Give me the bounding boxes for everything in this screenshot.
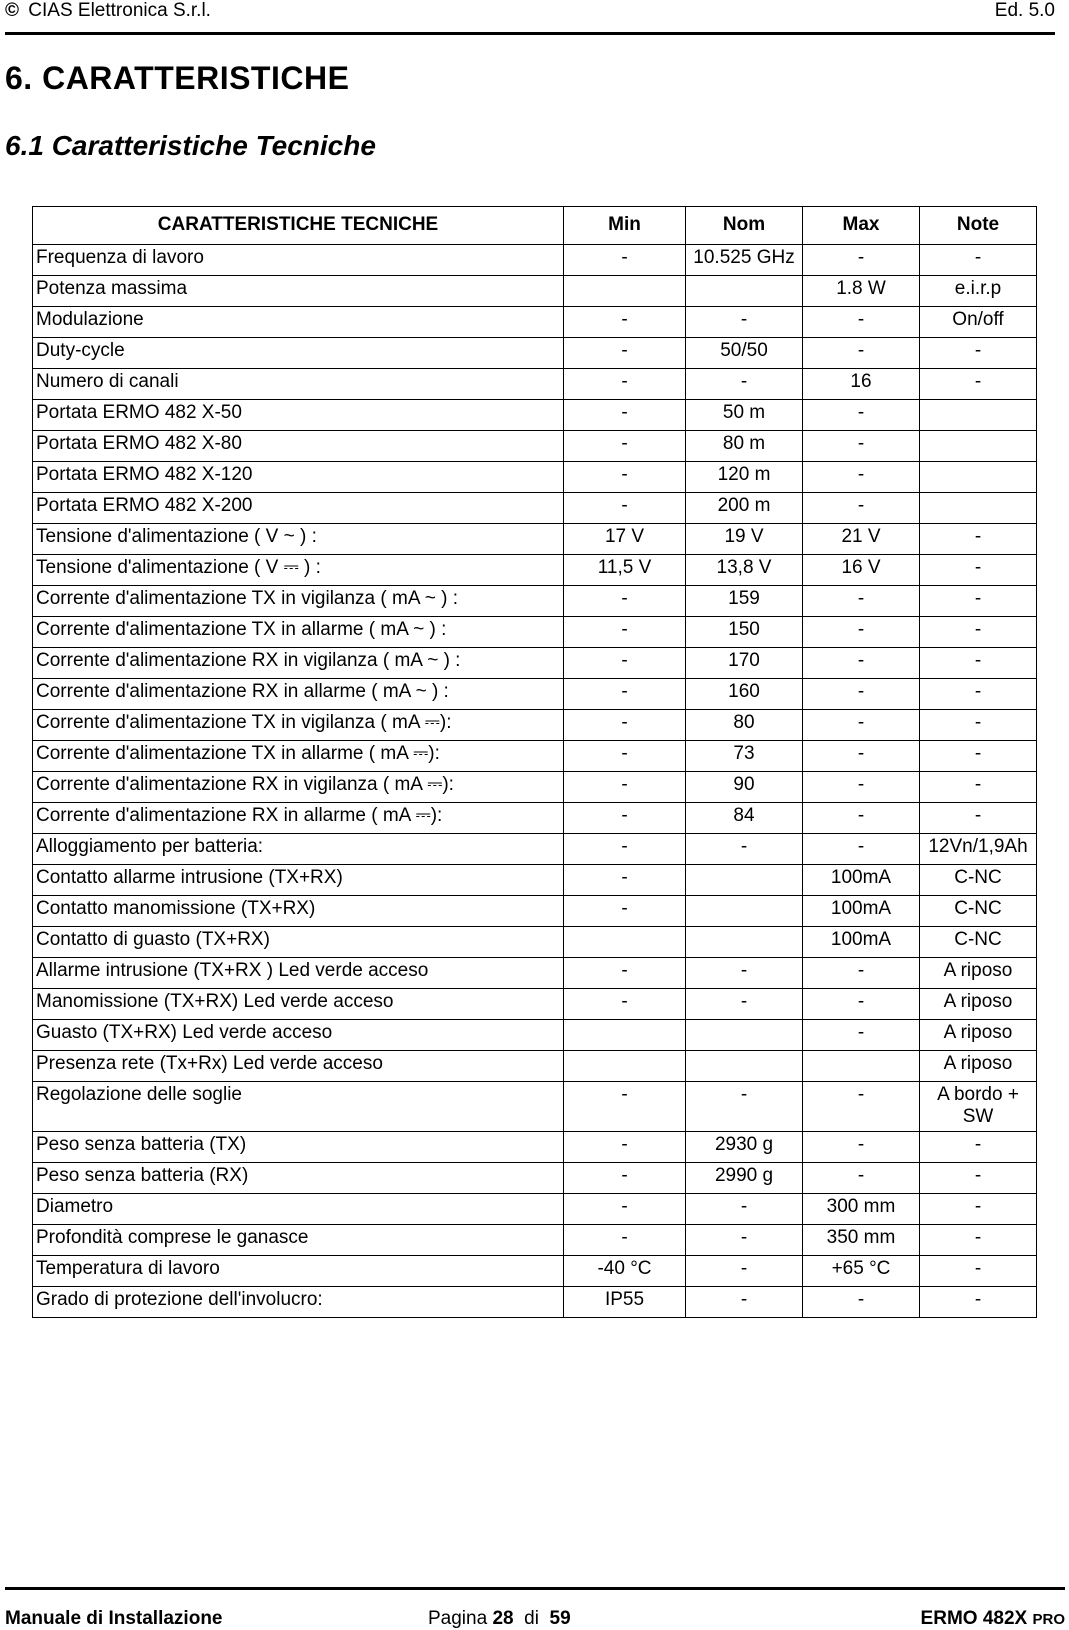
spec-value: 80 xyxy=(686,710,803,741)
spec-label: Corrente d'alimentazione TX in allarme ( mA ~ ) : xyxy=(33,617,564,648)
spec-value: - xyxy=(686,834,803,865)
spec-value: - xyxy=(564,431,686,462)
spec-value: - xyxy=(920,369,1037,400)
spec-value xyxy=(803,1051,920,1082)
table-row xyxy=(33,834,1037,865)
spec-value: 21 V xyxy=(803,524,920,555)
column-header: Nom xyxy=(686,207,803,245)
spec-label: Corrente d'alimentazione RX in allarme ( mA ⎓): xyxy=(33,803,564,834)
spec-value: 200 m xyxy=(686,493,803,524)
spec-value xyxy=(920,493,1037,524)
spec-value: - xyxy=(803,617,920,648)
spec-value: 80 m xyxy=(686,431,803,462)
table-row xyxy=(33,710,1037,741)
table-row xyxy=(33,493,1037,524)
spec-value: 1.8 W xyxy=(803,276,920,307)
column-header: Note xyxy=(920,207,1037,245)
spec-value: - xyxy=(920,245,1037,276)
section-title: 6. CARATTERISTICHE xyxy=(5,60,350,96)
spec-value: - xyxy=(803,772,920,803)
spec-label: Corrente d'alimentazione RX in allarme ( mA ~ ) : xyxy=(33,679,564,710)
spec-value: - xyxy=(920,741,1037,772)
spec-value: 11,5 V xyxy=(564,555,686,586)
spec-value: - xyxy=(803,1132,920,1163)
spec-value: - xyxy=(564,307,686,338)
spec-label: Tensione d'alimentazione ( V ⎓ ) : xyxy=(33,555,564,586)
spec-value: - xyxy=(803,710,920,741)
table-row xyxy=(33,245,1037,276)
spec-value xyxy=(686,276,803,307)
table-row xyxy=(33,1051,1037,1082)
table-row xyxy=(33,1163,1037,1194)
spec-value: On/off xyxy=(920,307,1037,338)
spec-label: Corrente d'alimentazione TX in vigilanza ( mA ~ ) : xyxy=(33,586,564,617)
page-footer xyxy=(5,1587,1065,1630)
spec-value: - xyxy=(686,989,803,1020)
table-row xyxy=(33,896,1037,927)
spec-value: 13,8 V xyxy=(686,555,803,586)
table-row xyxy=(33,276,1037,307)
spec-value: - xyxy=(564,741,686,772)
spec-value: - xyxy=(920,617,1037,648)
spec-value: - xyxy=(803,1020,920,1051)
spec-value: - xyxy=(803,834,920,865)
spec-label: Manomissione (TX+RX) Led verde acceso xyxy=(33,989,564,1020)
copyright-icon: © xyxy=(5,0,19,21)
spec-label: Guasto (TX+RX) Led verde acceso xyxy=(33,1020,564,1051)
table-row xyxy=(33,1020,1037,1051)
spec-value: - xyxy=(564,338,686,369)
table-row xyxy=(33,1132,1037,1163)
spec-value: 300 mm xyxy=(803,1194,920,1225)
spec-value: - xyxy=(564,462,686,493)
page-header xyxy=(5,0,1055,35)
spec-label: Potenza massima xyxy=(33,276,564,307)
spec-label: Portata ERMO 482 X-120 xyxy=(33,462,564,493)
spec-label: Portata ERMO 482 X-200 xyxy=(33,493,564,524)
table-row xyxy=(33,1194,1037,1225)
spec-label: Corrente d'alimentazione RX in vigilanza ( mA ~ ) : xyxy=(33,648,564,679)
spec-value: - xyxy=(803,803,920,834)
company-name: CIAS Elettronica S.r.l. xyxy=(28,0,211,21)
spec-value: 16 V xyxy=(803,555,920,586)
spec-value: A riposo xyxy=(920,958,1037,989)
spec-value: - xyxy=(686,1194,803,1225)
spec-value: - xyxy=(686,1225,803,1256)
spec-value: - xyxy=(564,617,686,648)
spec-value: 19 V xyxy=(686,524,803,555)
spec-value: 100mA xyxy=(803,927,920,958)
spec-value: - xyxy=(803,307,920,338)
spec-label: Corrente d'alimentazione RX in vigilanza ( mA ⎓): xyxy=(33,772,564,803)
header-company xyxy=(5,0,211,22)
spec-value: - xyxy=(803,679,920,710)
table-row xyxy=(33,524,1037,555)
table-row xyxy=(33,307,1037,338)
spec-value: 159 xyxy=(686,586,803,617)
spec-value: - xyxy=(564,648,686,679)
spec-label: Portata ERMO 482 X-50 xyxy=(33,400,564,431)
column-header: Max xyxy=(803,207,920,245)
spec-label: Peso senza batteria (RX) xyxy=(33,1163,564,1194)
spec-label: Profondità comprese le ganasce xyxy=(33,1225,564,1256)
table-row xyxy=(33,648,1037,679)
spec-label: Regolazione delle soglie xyxy=(33,1082,564,1132)
spec-value: - xyxy=(920,1194,1037,1225)
spec-label: Duty-cycle xyxy=(33,338,564,369)
spec-value: - xyxy=(686,1082,803,1132)
spec-value: - xyxy=(920,555,1037,586)
spec-value: - xyxy=(803,648,920,679)
spec-label: Diametro xyxy=(33,1194,564,1225)
spec-value: - xyxy=(686,307,803,338)
product-model: ERMO 482X xyxy=(920,1608,1028,1629)
spec-value xyxy=(686,1051,803,1082)
spec-value xyxy=(564,927,686,958)
spec-value: A riposo xyxy=(920,1020,1037,1051)
specifications-table xyxy=(32,206,1037,1318)
spec-value: - xyxy=(564,400,686,431)
spec-value: - xyxy=(803,400,920,431)
spec-value: - xyxy=(686,1287,803,1318)
table-row xyxy=(33,369,1037,400)
spec-value: - xyxy=(920,679,1037,710)
page-number: 28 xyxy=(492,1608,514,1629)
spec-value: - xyxy=(803,462,920,493)
spec-value: C-NC xyxy=(920,865,1037,896)
spec-value: - xyxy=(803,958,920,989)
spec-label: Grado di protezione dell'involucro: xyxy=(33,1287,564,1318)
spec-value: - xyxy=(564,1082,686,1132)
spec-label: Temperatura di lavoro xyxy=(33,1256,564,1287)
spec-value: 50 m xyxy=(686,400,803,431)
spec-value: - xyxy=(920,1163,1037,1194)
spec-value: - xyxy=(920,524,1037,555)
table-header-row xyxy=(33,207,1037,245)
spec-value: 2990 g xyxy=(686,1163,803,1194)
spec-value: - xyxy=(803,741,920,772)
table-row xyxy=(33,555,1037,586)
spec-label: Alloggiamento per batteria: xyxy=(33,834,564,865)
spec-value: C-NC xyxy=(920,927,1037,958)
table-row xyxy=(33,1256,1037,1287)
table-row xyxy=(33,586,1037,617)
spec-value: - xyxy=(920,1132,1037,1163)
page-label: Pagina xyxy=(428,1608,488,1629)
spec-value: 84 xyxy=(686,803,803,834)
spec-value: 150 xyxy=(686,617,803,648)
spec-value: -40 °C xyxy=(564,1256,686,1287)
spec-label: Portata ERMO 482 X-80 xyxy=(33,431,564,462)
spec-value: 16 xyxy=(803,369,920,400)
spec-value: - xyxy=(564,710,686,741)
table-row xyxy=(33,803,1037,834)
spec-label: Contatto di guasto (TX+RX) xyxy=(33,927,564,958)
spec-value: - xyxy=(564,834,686,865)
spec-value: - xyxy=(920,1287,1037,1318)
spec-value: 10.525 GHz xyxy=(686,245,803,276)
table-row xyxy=(33,958,1037,989)
spec-value: - xyxy=(920,338,1037,369)
spec-value: - xyxy=(920,1225,1037,1256)
spec-value: - xyxy=(920,648,1037,679)
spec-value: 170 xyxy=(686,648,803,679)
total-pages: 59 xyxy=(549,1608,571,1629)
column-header: CARATTERISTICHE TECNICHE xyxy=(33,207,564,245)
spec-value: - xyxy=(564,1225,686,1256)
spec-value: A riposo xyxy=(920,989,1037,1020)
table-row xyxy=(33,865,1037,896)
spec-label: Frequenza di lavoro xyxy=(33,245,564,276)
spec-value: - xyxy=(803,989,920,1020)
spec-value: - xyxy=(564,369,686,400)
spec-value: - xyxy=(686,369,803,400)
spec-value: - xyxy=(803,1287,920,1318)
spec-value: - xyxy=(803,586,920,617)
spec-value: - xyxy=(920,586,1037,617)
spec-value: - xyxy=(686,1256,803,1287)
spec-value: e.i.r.p xyxy=(920,276,1037,307)
spec-value: - xyxy=(920,710,1037,741)
spec-value: - xyxy=(564,989,686,1020)
spec-value: - xyxy=(803,431,920,462)
spec-value xyxy=(920,431,1037,462)
spec-value: 50/50 xyxy=(686,338,803,369)
spec-value: - xyxy=(564,772,686,803)
spec-value: 90 xyxy=(686,772,803,803)
spec-label: Allarme intrusione (TX+RX ) Led verde acceso xyxy=(33,958,564,989)
spec-value: A riposo xyxy=(920,1051,1037,1082)
spec-value: 12Vn/1,9Ah xyxy=(920,834,1037,865)
of-label: di xyxy=(524,1608,539,1629)
spec-value xyxy=(686,927,803,958)
spec-value xyxy=(564,276,686,307)
spec-value xyxy=(686,896,803,927)
spec-value: IP55 xyxy=(564,1287,686,1318)
edition-label: Ed. 5.0 xyxy=(994,0,1055,21)
product-suffix: PRO xyxy=(1032,1611,1065,1628)
spec-value: - xyxy=(920,803,1037,834)
spec-value: - xyxy=(564,896,686,927)
spec-value: 120 m xyxy=(686,462,803,493)
spec-value: - xyxy=(564,1132,686,1163)
spec-value: - xyxy=(803,1163,920,1194)
spec-value: 160 xyxy=(686,679,803,710)
table-row xyxy=(33,772,1037,803)
spec-value: 100mA xyxy=(803,865,920,896)
spec-label: Presenza rete (Tx+Rx) Led verde acceso xyxy=(33,1051,564,1082)
spec-value xyxy=(564,1020,686,1051)
spec-value xyxy=(920,462,1037,493)
subsection-title: 6.1 Caratteristiche Tecniche xyxy=(5,130,376,161)
spec-value: - xyxy=(564,958,686,989)
table-row xyxy=(33,462,1037,493)
column-header: Min xyxy=(564,207,686,245)
spec-value: - xyxy=(564,803,686,834)
spec-value: - xyxy=(564,493,686,524)
table-row xyxy=(33,1225,1037,1256)
spec-value: - xyxy=(803,245,920,276)
spec-value xyxy=(686,1020,803,1051)
spec-value: - xyxy=(564,1194,686,1225)
spec-label: Numero di canali xyxy=(33,369,564,400)
spec-value xyxy=(564,1051,686,1082)
spec-value: - xyxy=(920,1256,1037,1287)
spec-value: 100mA xyxy=(803,896,920,927)
spec-value: - xyxy=(564,586,686,617)
spec-label: Modulazione xyxy=(33,307,564,338)
spec-value: 2930 g xyxy=(686,1132,803,1163)
table-row xyxy=(33,927,1037,958)
table-row xyxy=(33,431,1037,462)
spec-value: 73 xyxy=(686,741,803,772)
spec-value: - xyxy=(803,493,920,524)
manual-title: Manuale di Installazione xyxy=(5,1608,223,1629)
table-row xyxy=(33,1082,1037,1132)
spec-label: Contatto allarme intrusione (TX+RX) xyxy=(33,865,564,896)
spec-value: 17 V xyxy=(564,524,686,555)
spec-value: - xyxy=(564,679,686,710)
spec-value: - xyxy=(564,865,686,896)
table-row xyxy=(33,1287,1037,1318)
table-row xyxy=(33,741,1037,772)
spec-value: - xyxy=(564,245,686,276)
table-row xyxy=(33,617,1037,648)
spec-value: - xyxy=(564,1163,686,1194)
spec-label: Contatto manomissione (TX+RX) xyxy=(33,896,564,927)
spec-label: Corrente d'alimentazione TX in allarme ( mA ⎓): xyxy=(33,741,564,772)
spec-value: - xyxy=(803,338,920,369)
spec-value: - xyxy=(803,1082,920,1132)
table-row xyxy=(33,679,1037,710)
spec-value: A bordo + SW xyxy=(920,1082,1037,1132)
spec-value: - xyxy=(920,772,1037,803)
spec-value xyxy=(920,400,1037,431)
table-row xyxy=(33,400,1037,431)
spec-label: Peso senza batteria (TX) xyxy=(33,1132,564,1163)
table-row xyxy=(33,338,1037,369)
spec-label: Corrente d'alimentazione TX in vigilanza ( mA ⎓): xyxy=(33,710,564,741)
spec-value: C-NC xyxy=(920,896,1037,927)
spec-label: Tensione d'alimentazione ( V ~ ) : xyxy=(33,524,564,555)
spec-value: - xyxy=(686,958,803,989)
spec-value: +65 °C xyxy=(803,1256,920,1287)
spec-value: 350 mm xyxy=(803,1225,920,1256)
table-row xyxy=(33,989,1037,1020)
spec-value xyxy=(686,865,803,896)
